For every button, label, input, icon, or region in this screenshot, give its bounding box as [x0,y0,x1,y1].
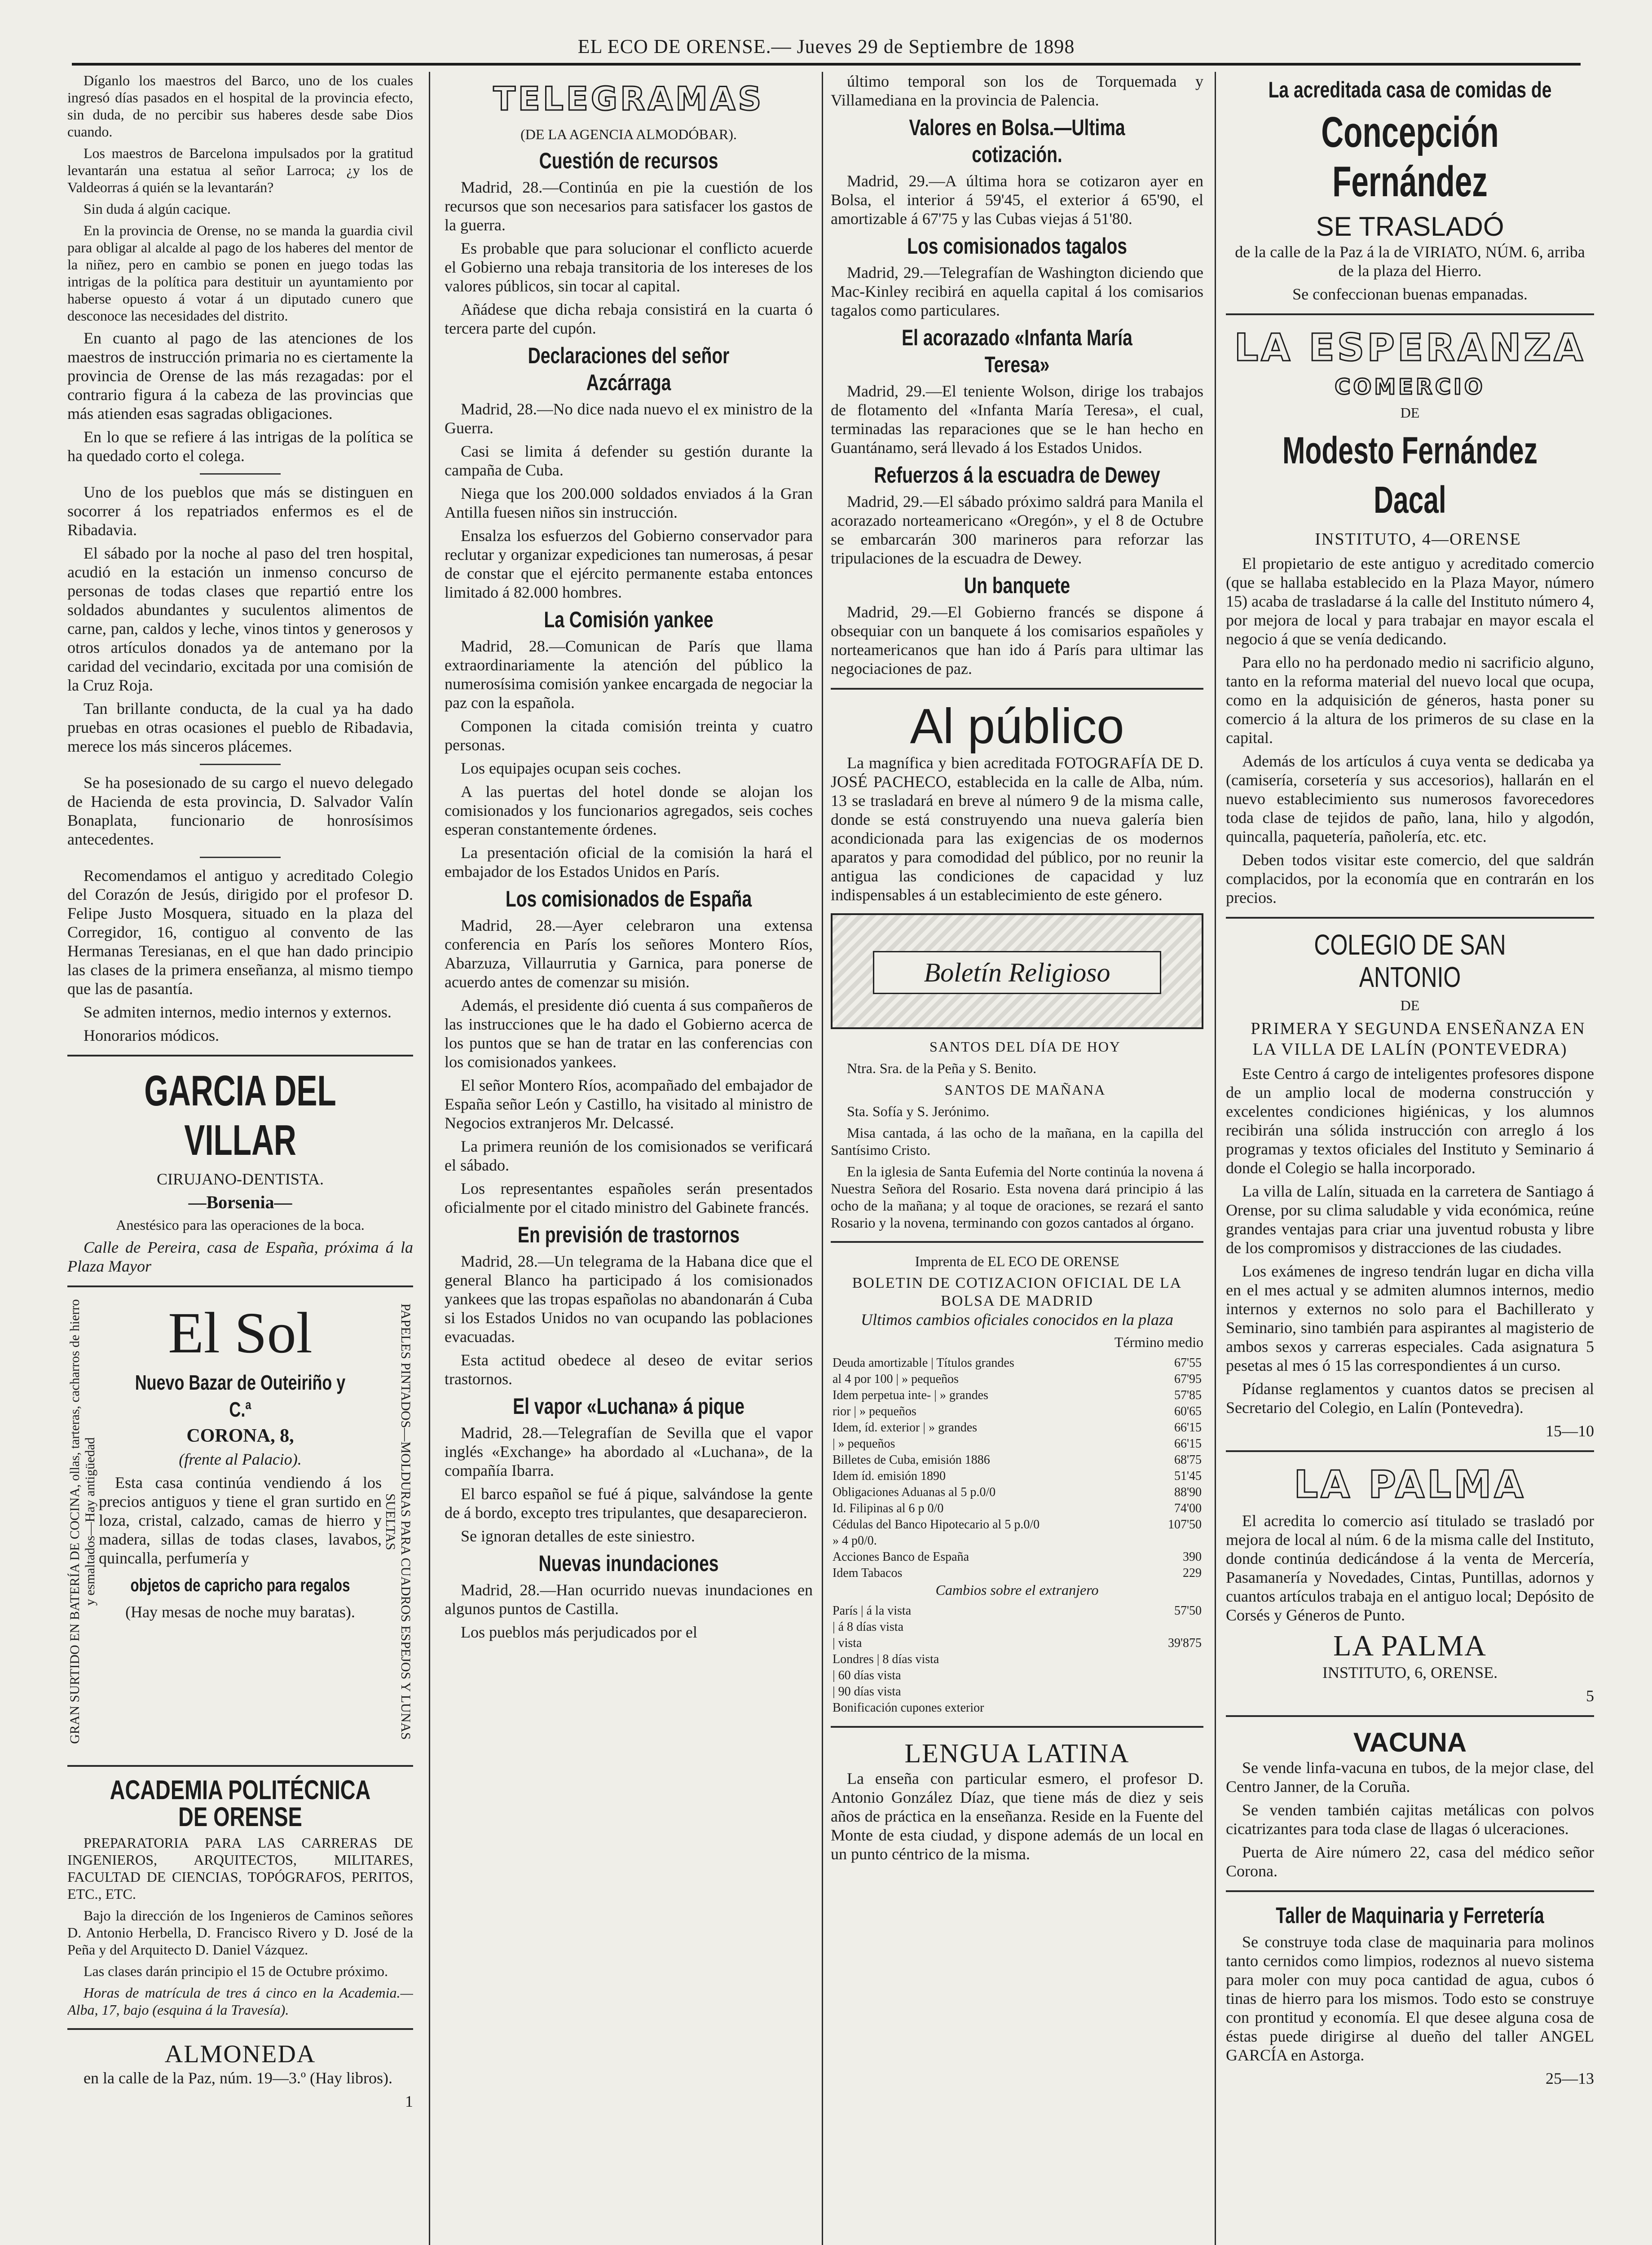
heading: Los comisionados tagalos [907,233,1127,259]
paragraph: Puerta de Aire número 22, casa del médico señor Corona. [1226,1843,1594,1880]
paragraph: PREPARATORIA PARA LAS CARRERAS DE INGENIEROS, ARQUITECTOS, MILITARES, FACULTAD DE CIENCIAS, TOPÓGRAFOS, PERITOS, ETC., ETC. [67,1835,413,1902]
table-cell-value: 74'00 [1174,1501,1202,1515]
column-3 [831,72,1203,2245]
paragraph: Añádese que dicha rebaja consistirá en la cuarta ó tercera parte del cupón. [445,300,813,337]
heading: Valores en Bolsa.—Ultima cotización. [909,115,1125,167]
table-row [831,1387,1203,1404]
table-cell-label: » 4 p0/0. [833,1534,877,1548]
la-esperanza-title: LA ESPERANZA [1234,326,1586,370]
paragraph: Componen la citada comisión treinta y cuatro personas. [445,717,813,754]
table-cell-label: | 90 días vista [833,1685,901,1699]
table-cell-label: | » pequeños [833,1437,895,1451]
el-sol-left-text: GRAN SURTIDO EN BATERÍA DE COCINA, ollas, tarteras, cacharros de hierro y esmaltados—Hay antigüedad [67,1299,97,1744]
table-cell-value [1137,1700,1203,1716]
table-row [831,1436,1203,1452]
agency: (DE LA AGENCIA ALMODÓBAR). [520,126,737,142]
paragraph: Se venden también cajitas metálicas con polvos cicatrizantes para toda clase de llagas ó ulceraciones. [1226,1801,1594,1838]
paragraph: Madrid, 29.—El sábado próximo saldrá para Manila el acorazado norteamericano «Oregón», y el 8 de Octubre se embarcarán 300 marineros para reforzar las tripulaciones de la escuadra de Dewey. [831,493,1203,567]
table-cell-value: 66'15 [1174,1421,1202,1435]
table-row [831,1700,1203,1716]
table-cell-value [1137,1668,1203,1684]
paragraph: Se vende linfa-vacuna en tubos, de la mejor clase, del Centro Janner, de la Coruña. [1226,1759,1594,1796]
table-row [831,1668,1203,1684]
paragraph: Se construye toda clase de maquinaria para molinos tanto cernidos como limpios, rodeznos al nuevo sistema para moler con muy poca cantidad de agua, cubos ó tinas de hierro para los mismos. Todo esto se construye con prontitud y economía. El que desee alguna cosa de éstas puede dirigirse al dueño del taller ANGEL GARCÍA en Astorga. [1226,1933,1594,2064]
rule [1226,917,1594,919]
table-row [831,1452,1203,1468]
table-row [831,1501,1203,1517]
paragraph: La primera reunión de los comisionados se verificará el sábado. [445,1137,813,1174]
almoneda-title: ALMONEDA [164,2040,316,2068]
table-cell-value: 57'85 [1174,1388,1202,1402]
paragraph: Este Centro á cargo de inteligentes profesores dispone de un amplio local de moderna construcción y excelentes condiciones higiénicas, y los alumnos recibirán una sólida instrucción con arreglo á los programas y textos oficiales del Instituto y Seminario á donde el Colegio se halla incorporado. [1226,1065,1594,1177]
table-cell-value: 57'50 [1174,1604,1202,1618]
table-row [831,1420,1203,1436]
paragraph: Recomendamos el antiguo y acreditado Colegio del Corazón de Jesús, dirigido por el profesor D. Felipe Justo Mosquera, situado en la plaza del Corregidor, 16, contiguo al convento de las Hermanas Teresianas, en el que han dado principio las clases de la primera enseñanza, al mismo tiempo que las de pasantía. [67,867,413,998]
header-rule [72,63,1581,66]
taller-num: 25—13 [1546,2069,1594,2087]
paragraph: La presentación oficial de la comisión la hará el embajador de los Estados Unidos en París. [445,844,813,880]
empanadas: Se confeccionan buenas empanadas. [1292,285,1528,303]
paragraph: Los representantes españoles serán presentados oficialmente por el citado ministro del Gabinete francés. [445,1180,813,1216]
rule [67,1285,413,1287]
paragraph: Ensalza los esfuerzos del Gobierno conservador para reclutar y organizar expediciones tan numerosas, á pesar de constar que el ejército permanente estaba entonces limitado á 82.000 hombres. [445,527,813,601]
santos-manana-title: SANTOS DE MAÑANA [944,1082,1106,1098]
heading: El vapor «Luchana» á pique [513,1394,745,1419]
table-row [831,1355,1203,1371]
boletin-title: Boletín Religioso [873,951,1161,994]
paragraph: Se ha posesionado de su cargo el nuevo delegado de Hacienda de esta provincia, D. Salvador Valín Bonaplata, funcionario de honrosísimos antecedentes. [67,774,413,848]
el-sol-mesas: (Hay mesas de noche muy baratas). [125,1603,355,1621]
boletin-banner [831,913,1203,1029]
paragraph: Los exámenes de ingreso tendrán lugar en dicha villa en el mes actual y se admiten alumnos internos, medio internos y externos no solo para el Bachillerato y Seminario, sino también para aspirantes al magisterio de ambos sexos y carreras especiales. Cada asignatura 5 pesetas al mes ó 15 las correspondientes á un curso. [1226,1262,1594,1374]
table-cell-value: 66'15 [1174,1437,1202,1451]
paragraph: Los pueblos más perjudicados por el [461,1623,697,1641]
table-cell-value [1137,1533,1203,1549]
paragraph: La villa de Lalín, situada en la carretera de Santiago á Orense, por su clima saludable y vida económica, reúne grandes ventajas para criar una juventud robusta y libre de los compromisos y distracciones de las ciudades. [1226,1182,1594,1257]
table-cell-value [1137,1651,1203,1668]
colegio-subtitle: PRIMERA Y SEGUNDA ENSEÑANZA EN LA VILLA DE LALÍN (PONTEVEDRA) [1251,1019,1586,1059]
colegio-de: DE [1400,997,1420,1013]
paragraph: Se admiten internos, medio internos y externos. [84,1003,392,1021]
de-label: DE [1400,405,1420,421]
table-cell-value: 39'875 [1167,1636,1202,1650]
paragraph: Madrid, 28.—Han ocurrido nuevas inundaciones en algunos puntos de Castilla. [445,1581,813,1618]
paragraph: Sin duda á algún cacique. [84,201,231,217]
column-2 [445,72,813,2245]
concepcion-title: Concepción Fernández [1321,108,1499,206]
la-palma-address: INSTITUTO, 6, ORENSE. [1322,1664,1498,1682]
la-palma-title: LA PALMA [1294,1462,1526,1506]
table-cell-label: Obligaciones Aduanas al 5 p.0/0 [833,1485,996,1499]
al-publico-title: Al público [910,699,1124,754]
quotes-table [831,1355,1203,1581]
paragraph: Madrid, 28.—Comunican de París que llama extraordinariamente la atención del público la numerosísima comisión yankee encargada de negociar la paz con la española. [445,637,813,712]
el-sol-ad [67,1297,413,1755]
table-row [831,1549,1203,1565]
separator [200,764,281,765]
paragraph: Casi se limita á defender su gestión durante la campaña de Cuba. [445,442,813,479]
paragraph: Los equipajes ocupan seis coches. [461,759,681,777]
paragraph: Además, el presidente dió cuenta á sus compañeros de las instrucciones que le ha dado el Gobierno acerca de los puntos que se han de tratar en las conferencias con los comisionados yankees. [445,996,813,1071]
column-divider [1215,72,1216,2245]
rule [831,1241,1203,1243]
table-cell-value: 67'55 [1174,1356,1202,1370]
garcia-address: Calle de Pereira, casa de España, próxima á la Plaza Mayor [67,1238,413,1275]
table-cell-label: París | á la vista [833,1604,912,1618]
paragraph: Madrid, 28.—Ayer celebraron una extensa conferencia en París los señores Montero Ríos, Abarzuza, Villaurrutia y Garnica, para ponerse de acuerdo antes de comenzar su misión. [445,916,813,991]
la-palma-name: LA PALMA [1333,1629,1487,1662]
heading: Un banquete [964,573,1070,598]
rule [1226,1450,1594,1452]
paragraph: Los maestros de Barcelona impulsados por la gratitud levantarán una estatua al señor Larroca; ¿y los de Valdeorras á quién se la levantarán? [67,145,413,195]
paragraph: En la provincia de Orense, no se manda la guardia civil para obligar al alcalde al pago de los haberes del mentor de la niñez, pero en cambio se ponen en juego todas las intrigas de la política para destituir un ayuntamiento por haberse opuesto á votar á un diputado cunero que desconoce las necesidades del distrito. [67,222,413,324]
table-cell-label: | á 8 días vista [833,1620,904,1634]
table-cell-value: 60'65 [1174,1404,1202,1418]
garcia-borsenia: —Borsenia— [188,1192,292,1212]
instituto-address: INSTITUTO, 4—ORENSE [1315,530,1521,549]
garcia-subtitle: CIRUJANO-DENTISTA. [156,1170,324,1188]
paragraph: La magnífica y bien acreditada FOTOGRAFÍA DE D. JOSÉ PACHECO, establecida en la calle de Alba, núm. 13 se trasladará en breve al número 9 de la misma calle, donde se está construyendo una nueva galería bien acondicionada para las exigencias de os modernos aparatos y para comodidad del público, por no reunir la antigua las condiciones de capacidad y luz indispensables á un establecimiento de este género. [831,754,1203,904]
paragraph: El propietario de este antiguo y acreditado comercio (que se hallaba establecido en la Plaza Mayor, número 15) acaba de trasladarse á la calle del Instituto número 4, por mejora de local y para trabajar en mayor escala el negocio á que se venía dedicando. [1226,555,1594,648]
santos-hoy-title: SANTOS DEL DÍA DE HOY [930,1039,1121,1055]
rule [1226,1890,1594,1892]
paragraph: Es probable que para solucionar el conflicto acuerde el Gobierno una rebaja transitoria de los intereses de los valores públicos, sin tocar al capital. [445,239,813,295]
table-cell-label: Billetes de Cuba, emisión 1886 [833,1453,990,1467]
table-cell-label: Bonificación cupones exterior [833,1701,984,1715]
paragraph: Madrid, 28.—Continúa en pie la cuestión de los recursos que son necesarios para satisfacer los gastos de la guerra. [445,178,813,234]
column-1 [67,72,413,2245]
table-row [831,1371,1203,1387]
heading: La Comisión yankee [544,607,714,632]
heading: Cuestión de recursos [539,148,718,173]
table-row [831,1635,1203,1651]
table-cell-label: | vista [833,1636,862,1650]
separator [200,473,281,475]
table-cell-value: 67'95 [1174,1372,1202,1386]
table-cell-value: 88'90 [1174,1485,1202,1499]
se-traslado: SE TRASLADÓ [1316,211,1504,242]
table-row [831,1684,1203,1700]
table-cell-label: Id. Filipinas al 6 p 0/0 [833,1501,944,1515]
table-cell-label: al 4 por 100 | » pequeños [833,1372,959,1386]
table-row [831,1651,1203,1668]
imprenta: Imprenta de EL ECO DE ORENSE [915,1253,1119,1269]
almoneda-text: en la calle de la Paz, núm. 19—3.º (Hay libros). [84,2069,392,2087]
table-cell-label: Cédulas del Banco Hipotecario al 5 p.0/0 [833,1518,1040,1532]
rule [67,2028,413,2030]
paragraph: A las puertas del hotel donde se alojan los comisionados y los funcionarios agregados, seis coches esperan constantemente órdenes. [445,783,813,838]
paragraph: La enseña con particular esmero, el profesor D. Antonio González Díaz, que tiene más de diez y seis años de práctica en la enseñanza. Reside en la Fuente del Monte de esta ciudad, y dispone además de un local en un punto céntrico de la misma. [831,1770,1203,1863]
heading: Los comisionados de España [505,886,752,911]
paragraph: Horas de matrícula de tres á cinco en la Academia.—Alba, 17, bajo (esquina á la Travesía). [67,1985,413,2018]
el-sol-bazar: Nuevo Bazar de Outeiriño y C.ª [135,1371,346,1421]
paragraph: Madrid, 28.—Un telegrama de la Habana dice que el general Blanco ha participado á los comisionados yankees que las tropas españolas no abandonarán á Cuba si los Estados Unidos no van ocupando las poblaciones evacuadas. [445,1252,813,1346]
colegio-num: 15—10 [1546,1422,1594,1440]
el-sol-frente: (frente al Palacio). [179,1450,302,1468]
telegramas-title: TELEGRAMAS [493,80,764,118]
paragraph: En cuanto al pago de las atenciones de los maestros de instrucción primaria no es ciertamente la provincia de Orense de las más rezagadas: por el contrario figura á la cabeza de las provincias que más atienden esas sagradas obligaciones. [67,329,413,423]
table-cell-label: Idem perpetua inte- | » grandes [833,1388,988,1402]
rule [831,1726,1203,1728]
paragraph: Madrid, 28.—No dice nada nuevo el ex ministro de la Guerra. [445,400,813,437]
separator [200,857,281,858]
paragraph: El barco español se fué á pique, salvándose la gente de á bordo, excepto tres tripulantes, que desaparecieron. [445,1485,813,1522]
heading: Refuerzos á la escuadra de Dewey [874,462,1160,488]
paragraph: Díganlo los maestros del Barco, uno de los cuales ingresó días pasados en el hospital de la provincia efecto, sin duda, de no percibir sus haberes desde sabe Dios cuando. [67,72,413,140]
paragraph: Niega que los 200.000 soldados enviados á la Gran Antilla fuesen niños sin instrucción. [445,484,813,521]
paragraph: En lo que se refiere á las intrigas de la política se ha quedado corto el colega. [67,428,413,465]
cambios-table [831,1603,1203,1716]
rule [1226,1715,1594,1717]
table-cell-label: rior | » pequeños [833,1404,916,1418]
acreditada-casa: La acreditada casa de comidas de [1268,77,1552,102]
table-row [831,1603,1203,1619]
santos-hoy-text: Ntra. Sra. de la Peña y S. Benito. [847,1060,1037,1076]
table-cell-value: 229 [1183,1566,1202,1580]
paragraph: Pídanse reglamentos y cuantos datos se precisen al Secretario del Colegio, en Lalín (Pontevedra). [1226,1380,1594,1417]
heading: En previsión de trastornos [517,1222,740,1247]
lengua-latina-title: LENGUA LATINA [904,1739,1130,1768]
traslado-text: de la calle de la Paz á la de VIRIATO, NÚM. 6, arriba de la plaza del Hierro. [1235,243,1585,280]
paragraph: Madrid, 28.—Telegrafían de Sevilla que el vapor inglés «Exchange» ha abordado al «Luchana», de la compañía Ibarra. [445,1424,813,1479]
column-4 [1226,72,1594,2245]
garcia-title: GARCIA DEL VILLAR [144,1067,336,1164]
table-cell-value [1137,1619,1203,1635]
el-sol-right-text: PAPELES PINTADOS—MOLDURAS PARA CUADROS ESPEJOS Y LUNAS SUELTAS [383,1303,413,1740]
heading: Declaraciones del señor Azcárraga [528,343,730,395]
newspaper-header: EL ECO DE ORENSE.— Jueves 29 de Septiembre de 1898 [577,35,1075,57]
table-cell-value: 107'50 [1167,1518,1202,1532]
rule [1226,313,1594,315]
paragraph: Madrid, 29.—El Gobierno francés se dispone á obsequiar con un banquete á los comisarios españoles y norteamericanos que han ido á París para ultimar las negociaciones de paz. [831,603,1203,678]
table-cell-value [1137,1684,1203,1700]
table-cell-label: Londres | 8 días vista [833,1652,939,1666]
paragraph: El señor Montero Ríos, acompañado del embajador de España señor León y Castillo, ha visitado al ministro de Negocios extranjeros Mr. Delcassé. [445,1076,813,1132]
table-row [831,1484,1203,1501]
table-row [831,1533,1203,1549]
el-sol-title: El Sol [168,1301,313,1365]
heading: Nuevas inundaciones [538,1551,719,1576]
paragraph: Tan brillante conducta, de la cual ya ha dado pruebas en otras ocasiones el pueblo de Ribadavia, merece los más sinceros plácemes. [67,700,413,755]
table-cell-value: 390 [1183,1550,1202,1564]
paragraph: El sábado por la noche al paso del tren hospital, acudió en la estación un inmenso concurso de personas de todas clases que repartió entre los soldados abundantes y suculentos alimentos de carne, pan, caldos y leche, vinos tintos y generosos y otros artículos donados ya de antemano por la caridad del vecindario, excitada por una comisión de la Cruz Roja. [67,544,413,694]
termino-medio: Término medio [1114,1334,1203,1350]
vacuna-title: VACUNA [1353,1727,1467,1757]
misa-text: En la iglesia de Santa Eufemia del Norte continúa la novena á Nuestra Señora del Rosario. Esta novena dará principio á las ocho de la mañana; y al toque de oraciones, se rezará el santo Rosario y la novena, terminando con gozos cantados al órgano. [831,1163,1203,1231]
paragraph: Deben todos visitar este comercio, del que saldrán complacidos, por la economía que en contrarán en los precios. [1226,851,1594,907]
column-divider [822,72,823,2245]
table-cell-label: Idem Tabacos [833,1566,903,1580]
paragraph: Las clases darán principio el 15 de Octubre próximo. [84,1963,388,1979]
paragraph: Para ello no ha perdonado medio ni sacrificio alguno, tanto en la reforma material del nuevo local que ocupa, como en la adquisición de géneros, hasta poner su comercio á la altura de los primeros de su clase en la capital. [1226,653,1594,747]
el-sol-text: Esta casa continúa vendiendo á los precios antiguos y tiene el gran surtido en loza, cristal, calzado, camas de hierro y madera, sillas de todas clases, lavabos, quincalla, perfumería y [99,1474,382,1567]
table-row [831,1468,1203,1484]
santos-manana-text: Sta. Sofía y S. Jerónimo. [847,1103,990,1119]
paragraph: Madrid, 29.—El teniente Wolson, dirige los trabajos de flotamento del «Infanta María Teresa», el cual, terminadas las reparaciones que se le han hecho en Guantánamo, será llevado á los Estados Unidos. [831,382,1203,457]
academia-title: ACADEMIA POLITÉCNICA DE ORENSE [110,1775,371,1832]
rule [67,1765,413,1767]
table-row [831,1619,1203,1635]
paragraph: Se ignoran detalles de este siniestro. [461,1527,695,1545]
modesto-title: Modesto Fernández Dacal [1282,429,1537,521]
table-row [831,1517,1203,1533]
rule [831,688,1203,690]
table-row [831,1404,1203,1420]
la-palma-num: 5 [1586,1687,1594,1705]
table-cell-label: Acciones Banco de España [833,1550,969,1564]
paragraph: Madrid, 29.—A última hora se cotizaron ayer en Bolsa, el interior á 59'45, el exterior á 65'90, el amortizable á 67'75 y las Cubas viejas á 51'80. [831,172,1203,228]
paragraph: Bajo la dirección de los Ingenieros de Caminos señores D. Antonio Herbella, D. Francisco Rivero y D. José de la Peña y del Arquitecto D. Daniel Vázquez. [67,1907,413,1958]
el-sol-objetos: objetos de capricho para regalos [130,1576,350,1595]
boletin-cotizacion-title: BOLETIN DE COTIZACION OFICIAL DE LA BOLSA DE MADRID [852,1275,1182,1309]
rule [67,1055,413,1056]
heading: El acorazado «Infanta María Teresa» [902,325,1132,377]
almoneda-num: 1 [405,2092,413,2110]
table-cell-value: 68'75 [1174,1453,1202,1467]
misa-text: Misa cantada, á las ocho de la mañana, en la capilla del Santísimo Cristo. [831,1125,1203,1158]
paragraph: Esta actitud obedece al deseo de evitar serios trastornos. [445,1351,813,1388]
table-cell-label: Deuda amortizable | Títulos grandes [833,1356,1014,1370]
column-divider [429,72,430,2245]
cambios-title: Cambios sobre el extranjero [935,1582,1099,1598]
paragraph: Honorarios módicos. [84,1026,219,1044]
el-sol-corona: CORONA, 8, [186,1426,294,1446]
comercio-label: COMERCIO [1335,374,1485,400]
table-cell-value: 51'45 [1174,1469,1202,1483]
paragraph: El acredita lo comercio así titulado se trasladó por mejora de local al núm. 6 de la misma calle del Instituto, donde continúa dedicándose á la venta de Mercería, Pasamanería y Novedades, Cintas, Puntillas, adornos y cuantos artículos trabaja en el antiguo local; Depósito de Corsés y Géneros de Punto. [1226,1512,1594,1624]
paragraph: último temporal son los de Torquemada y Villamediana en la provincia de Palencia. [831,72,1203,109]
paragraph: Madrid, 29.—Telegrafían de Washington diciendo que Mac-Kinley recibirá en aquella capital á los comisarios tagalos como particulares. [831,264,1203,319]
garcia-anestesico: Anestésico para las operaciones de la boca. [116,1217,365,1233]
ultimos-cambios: Ultimos cambios oficiales conocidos en la plaza [861,1311,1173,1329]
table-cell-label: Idem, íd. exterior | » grandes [833,1421,978,1435]
paragraph: Además de los artículos á cuya venta se dedicaba ya (camisería, corsetería y sus accesorios), hallarán en el nuevo establecimiento sus numerosos favorecedores toda clase de tejidos de paño, lana, hilo y algodón, quincalla, paquetería, pañolería, etc. etc. [1226,752,1594,845]
table-row [831,1565,1203,1581]
paragraph: Uno de los pueblos que más se distinguen en socorrer á los repatriados enfermos es el de Ribadavia. [67,483,413,539]
taller-title: Taller de Maquinaria y Ferretería [1276,1903,1544,1928]
table-cell-label: | 60 días vista [833,1668,901,1682]
colegio-title: COLEGIO DE SAN ANTONIO [1314,929,1506,993]
table-cell-label: Idem íd. emisión 1890 [833,1469,946,1483]
